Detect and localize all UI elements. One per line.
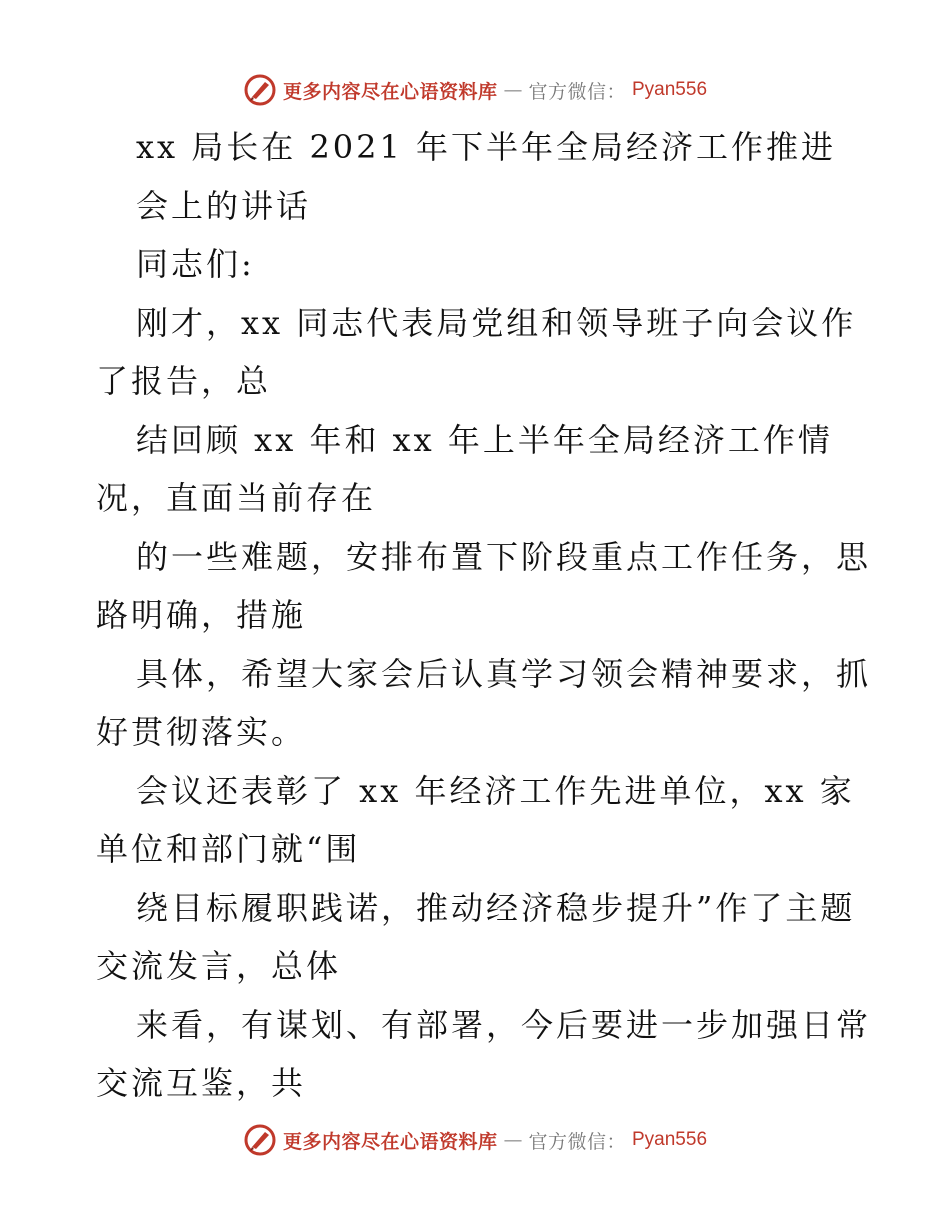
salutation: 同志们: [136, 245, 255, 283]
body-line: 况，直面当前存在 [96, 479, 377, 517]
banner-separator: — [503, 1129, 523, 1151]
document-body [96, 118, 872, 1113]
banner-wechat-label: 官方微信： [528, 1130, 626, 1153]
banner-separator: — [503, 79, 523, 101]
pen-logo-icon [243, 73, 277, 107]
body-line: 单位和部门就“围 [96, 830, 361, 868]
banner-wechat-label: 官方微信： [528, 80, 626, 103]
banner-wechat-id: Pyan556 [632, 79, 708, 100]
body-line: 会议还表彰了 xx 年经济工作先进单位，xx 家 [136, 771, 855, 810]
title-line-2: 会上的讲话 [136, 186, 312, 225]
body-line: 的一些难题，安排布置下阶段重点工作任务，思 [136, 537, 872, 576]
body-line: 刚才，xx 同志代表局党组和领导班子向会议作 [136, 303, 857, 342]
banner-site-text: 更多内容尽在心语资料库 [282, 80, 498, 103]
body-line: 了报告，总 [96, 362, 272, 400]
body-line: 交流互鉴，共 [96, 1064, 307, 1102]
banner-wechat-id: Pyan556 [632, 1129, 708, 1150]
header-watermark-banner [0, 70, 950, 110]
banner-site-text: 更多内容尽在心语资料库 [282, 1130, 498, 1153]
title-line-1: xx 局长在 2021 年下半年全局经济工作推进 [136, 128, 837, 166]
body-line: 交流发言，总体 [96, 947, 342, 985]
body-line: 绕目标履职践诺，推动经济稳步提升”作了主题 [136, 888, 856, 927]
body-line: 好贯彻落实。 [96, 713, 307, 751]
footer-watermark-banner [0, 1120, 950, 1160]
pen-logo-icon [243, 1123, 277, 1157]
body-line: 路明确，措施 [96, 596, 307, 634]
body-line: 结回顾 xx 年和 xx 年上半年全局经济工作情 [136, 420, 833, 459]
body-line: 来看，有谋划、有部署，今后要进一步加强日常 [136, 1005, 872, 1044]
body-line: 具体，希望大家会后认真学习领会精神要求，抓 [136, 654, 872, 693]
